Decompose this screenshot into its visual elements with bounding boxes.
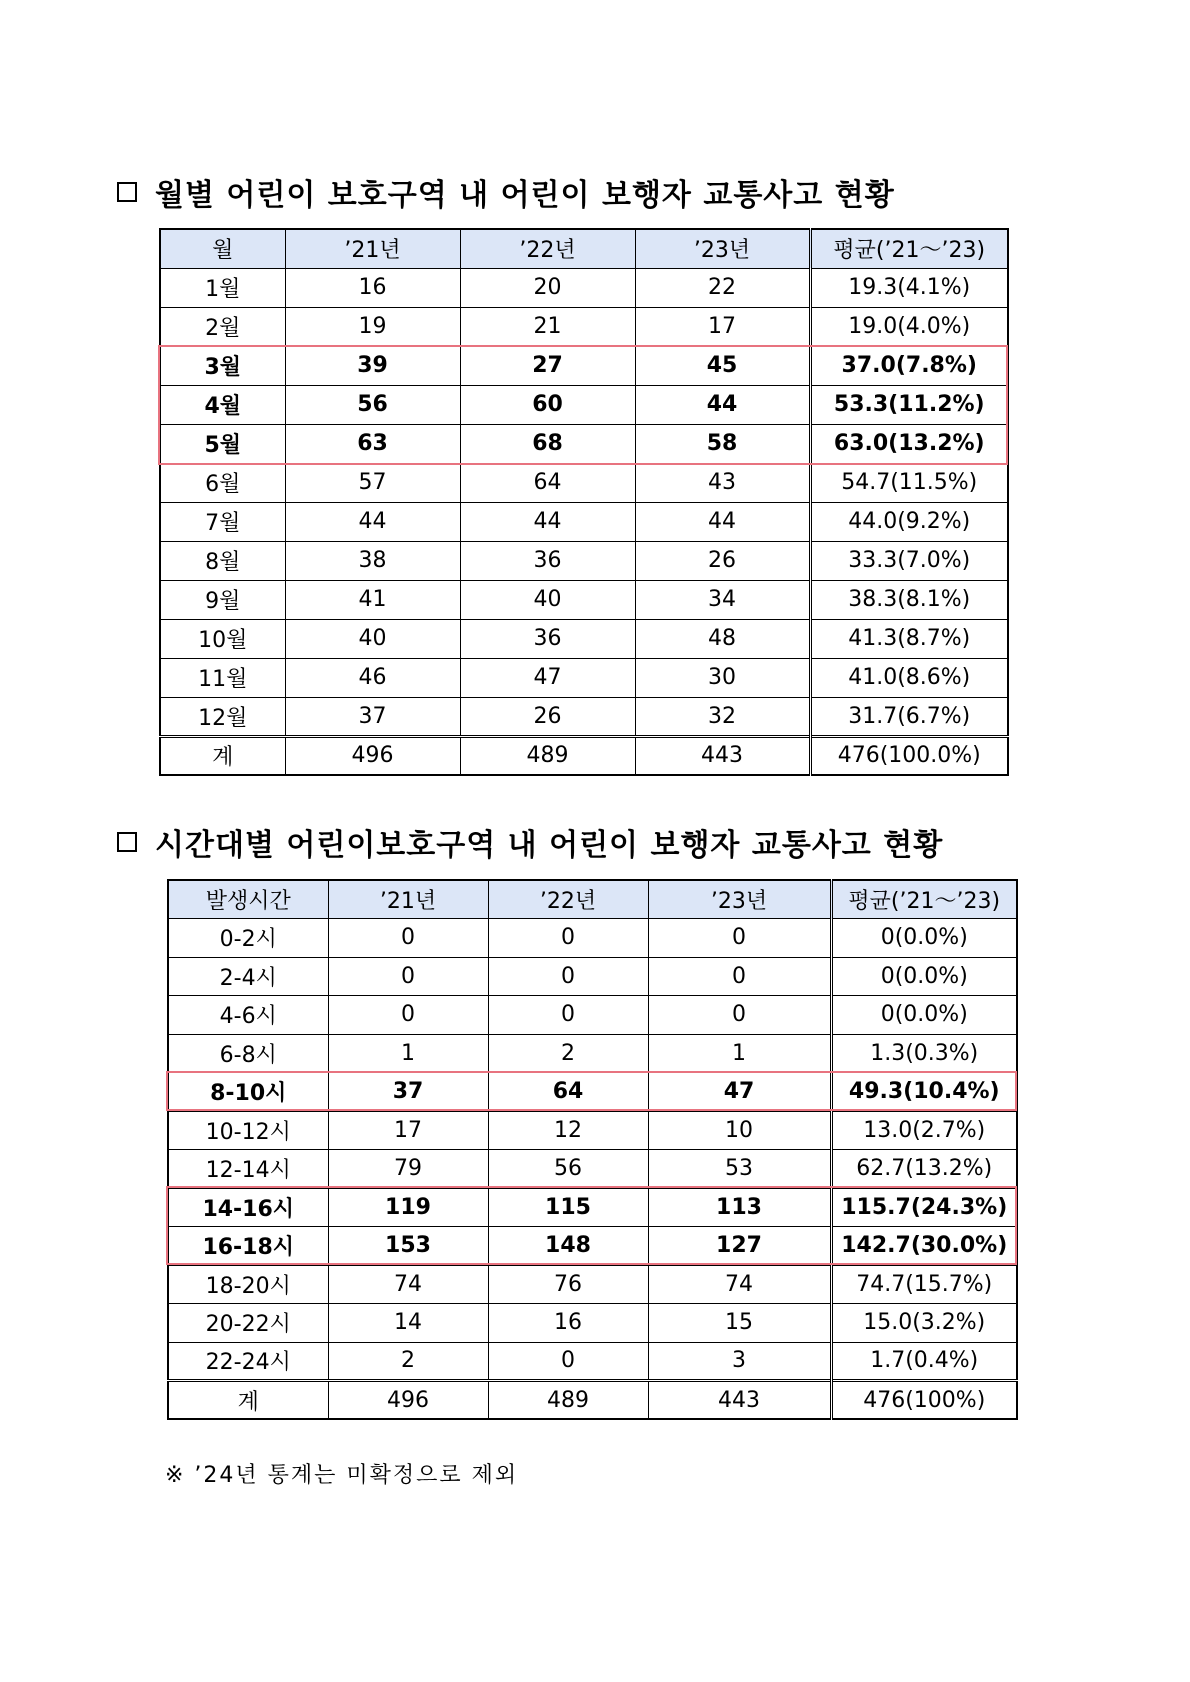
value-cell: 26 xyxy=(460,697,635,736)
value-cell: 0 xyxy=(488,996,648,1035)
value-cell: 14 xyxy=(328,1304,488,1343)
value-cell: 16 xyxy=(488,1304,648,1343)
month-cell: 8월 xyxy=(160,541,285,580)
value-cell: 37 xyxy=(328,1073,488,1112)
average-cell: 41.0(8.6%) xyxy=(810,658,1008,697)
time-cell: 2-4시 xyxy=(168,957,328,996)
total-row xyxy=(160,736,1008,775)
table-row xyxy=(168,1111,1017,1150)
month-cell: 10월 xyxy=(160,619,285,658)
value-cell: 36 xyxy=(460,619,635,658)
average-cell: 115.7(24.3%) xyxy=(831,1188,1017,1227)
value-cell: 47 xyxy=(460,658,635,697)
value-cell: 44 xyxy=(635,502,810,541)
time-cell: 6-8시 xyxy=(168,1034,328,1073)
value-cell: 57 xyxy=(285,463,460,502)
value-cell: 46 xyxy=(285,658,460,697)
value-cell: 47 xyxy=(648,1073,831,1112)
total-label: 계 xyxy=(168,1381,328,1420)
value-cell: 0 xyxy=(328,996,488,1035)
time-cell: 4-6시 xyxy=(168,996,328,1035)
total-cell: 489 xyxy=(488,1381,648,1420)
table-row xyxy=(160,463,1008,502)
total-cell: 489 xyxy=(460,736,635,775)
value-cell: 43 xyxy=(635,463,810,502)
value-cell: 32 xyxy=(635,697,810,736)
value-cell: 2 xyxy=(488,1034,648,1073)
value-cell: 56 xyxy=(488,1150,648,1189)
average-cell: 49.3(10.4%) xyxy=(831,1073,1017,1112)
value-cell: 64 xyxy=(460,463,635,502)
value-cell: 0 xyxy=(488,1342,648,1381)
value-cell: 27 xyxy=(460,346,635,385)
table-row xyxy=(160,619,1008,658)
value-cell: 20 xyxy=(460,268,635,307)
value-cell: 1 xyxy=(648,1034,831,1073)
header-cell: ’23년 xyxy=(648,880,831,919)
average-cell: 19.0(4.0%) xyxy=(810,307,1008,346)
time-cell: 16-18시 xyxy=(168,1227,328,1266)
table-row xyxy=(168,957,1017,996)
value-cell: 74 xyxy=(648,1265,831,1304)
table-row xyxy=(160,502,1008,541)
month-cell: 5월 xyxy=(160,424,285,463)
table-row xyxy=(160,307,1008,346)
value-cell: 113 xyxy=(648,1188,831,1227)
average-cell: 74.7(15.7%) xyxy=(831,1265,1017,1304)
table-row xyxy=(160,424,1008,463)
value-cell: 0 xyxy=(648,996,831,1035)
value-cell: 45 xyxy=(635,346,810,385)
value-cell: 41 xyxy=(285,580,460,619)
average-cell: 0(0.0%) xyxy=(831,996,1017,1035)
time-cell: 22-24시 xyxy=(168,1342,328,1381)
month-cell: 1월 xyxy=(160,268,285,307)
value-cell: 34 xyxy=(635,580,810,619)
value-cell: 76 xyxy=(488,1265,648,1304)
month-cell: 3월 xyxy=(160,346,285,385)
header-cell: 월 xyxy=(160,229,285,268)
average-cell: 53.3(11.2%) xyxy=(810,385,1008,424)
section-2-heading xyxy=(117,820,943,864)
average-cell: 31.7(6.7%) xyxy=(810,697,1008,736)
value-cell: 10 xyxy=(648,1111,831,1150)
value-cell: 16 xyxy=(285,268,460,307)
total-cell: 496 xyxy=(285,736,460,775)
table-row xyxy=(160,580,1008,619)
value-cell: 64 xyxy=(488,1073,648,1112)
value-cell: 74 xyxy=(328,1265,488,1304)
total-cell: 443 xyxy=(635,736,810,775)
value-cell: 153 xyxy=(328,1227,488,1266)
value-cell: 0 xyxy=(328,919,488,958)
value-cell: 58 xyxy=(635,424,810,463)
value-cell: 40 xyxy=(285,619,460,658)
value-cell: 1 xyxy=(328,1034,488,1073)
average-cell: 62.7(13.2%) xyxy=(831,1150,1017,1189)
value-cell: 36 xyxy=(460,541,635,580)
value-cell: 26 xyxy=(635,541,810,580)
time-cell: 0-2시 xyxy=(168,919,328,958)
value-cell: 63 xyxy=(285,424,460,463)
checkbox-icon xyxy=(117,832,137,852)
section-1-heading xyxy=(117,170,895,214)
average-cell: 13.0(2.7%) xyxy=(831,1111,1017,1150)
value-cell: 0 xyxy=(328,957,488,996)
value-cell: 38 xyxy=(285,541,460,580)
header-cell: ’21년 xyxy=(285,229,460,268)
time-cell: 8-10시 xyxy=(168,1073,328,1112)
table-row xyxy=(168,1265,1017,1304)
value-cell: 2 xyxy=(328,1342,488,1381)
month-cell: 2월 xyxy=(160,307,285,346)
value-cell: 40 xyxy=(460,580,635,619)
value-cell: 44 xyxy=(635,385,810,424)
table-row xyxy=(160,346,1008,385)
header-cell: ’21년 xyxy=(328,880,488,919)
table-header-row xyxy=(160,229,1008,268)
month-cell: 6월 xyxy=(160,463,285,502)
table-row xyxy=(168,1073,1017,1112)
total-cell: 496 xyxy=(328,1381,488,1420)
total-average-cell: 476(100%) xyxy=(831,1381,1017,1420)
month-cell: 12월 xyxy=(160,697,285,736)
value-cell: 119 xyxy=(328,1188,488,1227)
header-cell: ’22년 xyxy=(460,229,635,268)
month-cell: 4월 xyxy=(160,385,285,424)
value-cell: 12 xyxy=(488,1111,648,1150)
table-row xyxy=(168,1150,1017,1189)
average-cell: 19.3(4.1%) xyxy=(810,268,1008,307)
value-cell: 48 xyxy=(635,619,810,658)
monthly-accident-table xyxy=(159,228,1009,776)
average-cell: 1.7(0.4%) xyxy=(831,1342,1017,1381)
time-slot-accident-table xyxy=(167,879,1018,1420)
average-cell: 0(0.0%) xyxy=(831,919,1017,958)
header-cell: 평균(’21～’23) xyxy=(831,880,1017,919)
value-cell: 19 xyxy=(285,307,460,346)
value-cell: 22 xyxy=(635,268,810,307)
average-cell: 142.7(30.0%) xyxy=(831,1227,1017,1266)
value-cell: 0 xyxy=(648,919,831,958)
total-average-cell: 476(100.0%) xyxy=(810,736,1008,775)
average-cell: 37.0(7.8%) xyxy=(810,346,1008,385)
value-cell: 56 xyxy=(285,385,460,424)
month-cell: 7월 xyxy=(160,502,285,541)
table-row xyxy=(160,268,1008,307)
average-cell: 41.3(8.7%) xyxy=(810,619,1008,658)
table-row xyxy=(160,658,1008,697)
average-cell: 38.3(8.1%) xyxy=(810,580,1008,619)
time-cell: 18-20시 xyxy=(168,1265,328,1304)
value-cell: 17 xyxy=(328,1111,488,1150)
time-cell: 12-14시 xyxy=(168,1150,328,1189)
value-cell: 68 xyxy=(460,424,635,463)
value-cell: 39 xyxy=(285,346,460,385)
header-cell: ’22년 xyxy=(488,880,648,919)
value-cell: 30 xyxy=(635,658,810,697)
total-label: 계 xyxy=(160,736,285,775)
average-cell: 1.3(0.3%) xyxy=(831,1034,1017,1073)
value-cell: 148 xyxy=(488,1227,648,1266)
value-cell: 60 xyxy=(460,385,635,424)
value-cell: 44 xyxy=(460,502,635,541)
value-cell: 15 xyxy=(648,1304,831,1343)
table-row xyxy=(168,1342,1017,1381)
total-row xyxy=(168,1381,1017,1420)
header-cell: ’23년 xyxy=(635,229,810,268)
value-cell: 3 xyxy=(648,1342,831,1381)
value-cell: 127 xyxy=(648,1227,831,1266)
average-cell: 44.0(9.2%) xyxy=(810,502,1008,541)
value-cell: 0 xyxy=(488,919,648,958)
section-1-title: 월별 어린이 보호구역 내 어린이 보행자 교통사고 현황 xyxy=(155,178,895,213)
value-cell: 0 xyxy=(488,957,648,996)
value-cell: 17 xyxy=(635,307,810,346)
table-header-row xyxy=(168,880,1017,919)
average-cell: 54.7(11.5%) xyxy=(810,463,1008,502)
average-cell: 63.0(13.2%) xyxy=(810,424,1008,463)
table-row xyxy=(160,697,1008,736)
value-cell: 37 xyxy=(285,697,460,736)
checkbox-icon xyxy=(117,182,137,202)
table-row xyxy=(168,919,1017,958)
value-cell: 0 xyxy=(648,957,831,996)
time-cell: 14-16시 xyxy=(168,1188,328,1227)
table-row xyxy=(160,541,1008,580)
table-row xyxy=(168,1034,1017,1073)
table-row xyxy=(168,1227,1017,1266)
month-cell: 11월 xyxy=(160,658,285,697)
time-cell: 10-12시 xyxy=(168,1111,328,1150)
time-cell: 20-22시 xyxy=(168,1304,328,1343)
footnote: ※ ’24년 통계는 미확정으로 제외 xyxy=(165,1463,519,1488)
table-row xyxy=(160,385,1008,424)
value-cell: 115 xyxy=(488,1188,648,1227)
section-2-title: 시간대별 어린이보호구역 내 어린이 보행자 교통사고 현황 xyxy=(155,828,944,863)
header-cell: 발생시간 xyxy=(168,880,328,919)
table-row xyxy=(168,996,1017,1035)
value-cell: 79 xyxy=(328,1150,488,1189)
value-cell: 53 xyxy=(648,1150,831,1189)
table-row xyxy=(168,1304,1017,1343)
header-cell: 평균(’21～’23) xyxy=(810,229,1008,268)
average-cell: 15.0(3.2%) xyxy=(831,1304,1017,1343)
table-row xyxy=(168,1188,1017,1227)
total-cell: 443 xyxy=(648,1381,831,1420)
average-cell: 33.3(7.0%) xyxy=(810,541,1008,580)
value-cell: 21 xyxy=(460,307,635,346)
month-cell: 9월 xyxy=(160,580,285,619)
value-cell: 44 xyxy=(285,502,460,541)
average-cell: 0(0.0%) xyxy=(831,957,1017,996)
